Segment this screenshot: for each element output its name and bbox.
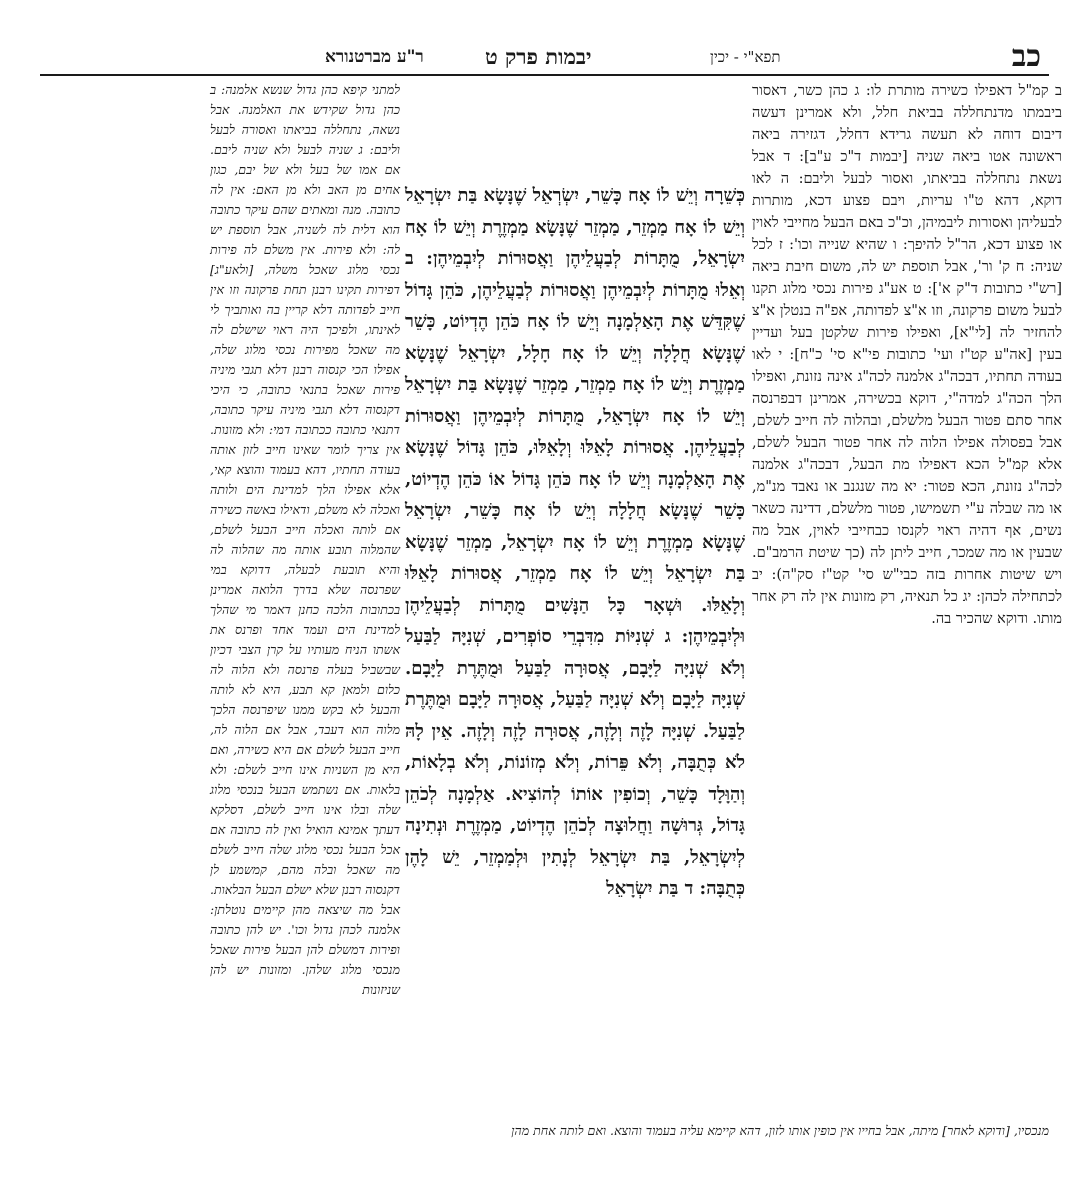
- mishnah-text-column: [405, 180, 745, 899]
- page-header: [40, 40, 1049, 76]
- running-head-bartenura: ר"ע מברטנורא: [325, 47, 424, 67]
- commentary-tiferet-column: [752, 80, 1062, 810]
- commentary-paragraph: למתני קיפא כהן גדול שנשא אלמנה: ב כהן גדול שקידש את האלמנה. אבל נשאה, נתחללה בביאתו ואסורה לבעל וליבם: ג שניה לבעל ולא שניה ליבם. אם אמו של בעל ולא של יבם, כגון אחים מן האב ולא מן האם: אין לה כתובה. מנה ומאתים שהם עיקר כתובה הוא דלית לה לשניה, אבל תוספת יש לה: ולא פירות. אין משלם לה פירות נכסי מלוג שאכל משלה, [ולאע"ג] דפירות תקינו רבנן תחת פרקונה וזו אין חייב לפדותה דלא קריין בה ואותביך לי לאינתו, ולפיכך היה ראוי שישלם לה מה שאכל מפירות נכסי מלוג שלה, אפילו הכי קנסוה רבנן דלא תגבי מיניה פירות שאכל בתנאי כתובה, כי היכי דקנסוה דלא תגבי מיניה עיקר כתובה, דתנאי כתובה ככתובה דמי: ולא מזונות. אין צריך לומר שאינו חייב לזון אותה בעודה תחתיו, דהא בעמוד והוצא קאי, אלא אפילו הלך למדינת הים ולותה ואכלה לא משלם, ודאילו באשה כשירה אם לותה ואכלה חייב הבעל לשלם, שהמלוה תובע אותה מה שהלוה לה והיא תובעת לבעלה, דדוקא במי שפרנסה שלא בדרך הלואה אמרינן בכתובות הלכה כחנן דאמר מי שהלך למדינת הים ועמד אחד ופרנס את אשתו הניח מעותיו על קרן הצבי דכיון שבשביל בעלה פרנסה ולא הלוה לה כלום ולמאן קא תבע, היא לא לותה והבעל לא בקש ממנו שיפרנסה הלכך מלוה הוא דעבד, אבל אם הלוה לה, חייב הבעל לשלם אם היא כשירה, ואם היא מן השניות אינו חייב לשלם: ולא בלאות. אם נשתמש הבעל בנכסי מלוג שלה ובלו אינו חייב לשלם, דסלקא דעתך אמינא הואיל ואין לה כתובה אם אכל הבעל נכסי מלוג שלה חייב לשלם מה שאכל ובלה מהם, קמשמע לן דקנסוה רבנן שלא ישלם הבעל הבלאות. אבל מה שיצאה מהן קיימים נוטלתן: אלמנה לכהן גדול וכו'. יש להן כתובה ופירות דמשלם להן הבעל פירות שאכל מנכסי מלוג שלהן. ומזונות יש להן שניזונות: [210, 82, 400, 997]
- commentary-bartenura-column: [210, 80, 400, 1010]
- commentary-paragraph: ב קמ"ל דאפילו כשירה מותרת לו: ג כהן כשר, דאסור ביבמתו מדנתחללה בביאת חלל, ולא אמרינן דעשה דיבום דוחה לא תעשה גרידא דחלל, דגזירה ביאה ראשונה אטו ביאה שניה [יבמות ד"כ ע"ב]: ד אבל נשאת נתחללה בביאתו, ואסור לבעל וליבם: ה לאו דוקא, דהא ט"ו עריות, ויבם פצוע דכא, מותרות לבעליהן ואסורות ליבמיהן, וכ"כ באם הבעל מחייבי לאוין או פצוע דכא, הר"ל להיפך: ו שהיא שנייה וכו': ז לכל שניה: ח ק' ור', אבל תוספת יש לה, משום חיבת ביאה [רש"י כתובות ד"ק א']: ט אע"ג פירות נכסי מלוג תקנו לבעל משום פרקונה, וזו א"צ לפדותה, אפ"ה בנטלן א"צ להחזיר לה [לי"א], ואפילו פירות שלקטן בעל ועדיין בעין [אה"ע קט"ז ועי' כתובות פי"א סי' כ"ח]: י לאו בעודה תחתיו, דבכה"ג אלמנה לכה"ג אינה נזונת, ואפילו הלך הכה"ג למדה"י, דוקא בכשירה, אמרינן דבפרנסה אחר סתם פטור הבעל מלשלם, ובהלוה לה חייב לשלם, אבל בפסולה אפילו הלוה לה אחר פטור הבעל לשלם, אלא קמ"ל הכא דאפילו מת הבעל, דבכה"ג אלמנה לכה"ג נזונת, הכא פטור: יא מה שנגנב או נאבד מנ"מ, או מה שבלה ע"י תשמישו, פטור מלשלם, דדינה כשאר נשים, אף דהיה ראוי לקנסו כבחייבי לאוין, אבל מה שבעין או מה שמכר, חייב ליתן לה (כך שיטת הרמב"ם. ויש שיטות אחרות בזה כבי"ש סי' קט"ז סק"ה): יב לכתחילה לכהן: יג כל תנאיה, רק מזונות אין לה רק אחר מותו. ודוקא שהכיר בה.: [752, 83, 1062, 627]
- running-head-tractate: יבמות פרק ט: [485, 44, 592, 69]
- header-divider: [40, 74, 1049, 76]
- running-head-tiferet: תפא"י - יכין: [710, 48, 781, 66]
- page-number: כב: [1011, 39, 1041, 74]
- mishnah-paragraph: כְּשֵׁרָה וְיֵשׁ לוֹ אָח כָּשֵׁר, יִשְׂרְאֵל שֶׁנָּשָׂא בַּת יִשְׂרָאֵל וְיֵשׁ לוֹ אָח מַמְזֵר, מַמְזֵר שֶׁנָּשָׂא מַמְזֶרֶת וְיֵשׁ לוֹ אָח יִשְׂרָאֵל, מֻתָּרוֹת לְבַעֲלֵיהֶן וַאֲסוּרוֹת לְיִבְמֵיהֶן: ב וְאֵלוּ מֻתָּרוֹת לְיִבְמֵיהֶן וַאֲסוּרוֹת לְבַעֲלֵיהֶן, כֹּהֵן גָּדוֹל שֶׁקִּדֵּשׁ אֶת הָאַלְמָנָה וְיֵשׁ לוֹ אָח כֹּהֵן הֶדְיוֹט, כָּשֵׁר שֶׁנָּשָׂא חֲלָלָה וְיֵשׁ לוֹ אָח חָלָל, יִשְׂרָאֵל שֶׁנָּשָׂא מַמְזֶרֶת וְיֵשׁ לוֹ אָח מַמְזֵר, מַמְזֵר שֶׁנָּשָׂא בַּת יִשְׂרָאֵל וְיֵשׁ לוֹ אָח יִשְׂרָאֵל, מֻתָּרוֹת לְיִבְמֵיהֶן וַאֲסוּרוֹת לְבַעֲלֵיהֶן. אֲסוּרוֹת לָאֵלּוּ וְלָאֵלּוּ, כֹּהֵן גָּדוֹל שֶׁנָּשָׂא אֶת הָאַלְמָנָה וְיֵשׁ לוֹ אָח כֹּהֵן גָּדוֹל אוֹ כֹּהֵן הֶדְיוֹט, כָּשֵׁר שֶׁנָּשָׂא חֲלָלָה וְיֵשׁ לוֹ אָח כָּשֵׁר, יִשְׂרָאֵל שֶׁנָּשָׂא מַמְזֶרֶת וְיֵשׁ לוֹ אָח יִשְׂרָאֵל, מַמְזֵר שֶׁנָּשָׂא בַּת יִשְׂרָאֵל וְיֵשׁ לוֹ אָח מַמְזֵר, אֲסוּרוֹת לָאֵלּוּ וְלָאֵלּוּ. וּשְׁאָר כָּל הַנָּשִׁים מֻתָּרוֹת לְבַעֲלֵיהֶן וּלְיִבְמֵיהֶן: ג שְׁנִיּוֹת מִדִּבְרֵי סוֹפְרִים, שְׁנִיָּה לַבַּעַל וְלֹא שְׁנִיָּה לַיָּבָם, אֲסוּרָה לַבַּעַל וּמֻתֶּרֶת לַיָּבָם. שְׁנִיָּה לַיָּבָם וְלֹא שְׁנִיָּה לַבַּעַל, אֲסוּרָה לַיָּבָם וּמֻתֶּרֶת לַבַּעַל. שְׁנִיָּה לָזֶה וְלָזֶה, אֲסוּרָה לָזֶה וְלָזֶה. אֵין לָהּ לֹא כְּתֻבָּה, וְלֹא פֵּרוֹת, וְלֹא מְזוֹנוֹת, וְלֹא בְלָאוֹת, וְהַוָּלָד כָּשֵׁר, וְכוֹפִין אוֹתוֹ לְהוֹצִיא. אַלְמָנָה לְכֹהֵן גָּדוֹל, גְּרוּשָׁה וַחֲלוּצָה לְכֹהֵן הֶדְיוֹט, מַמְזֶרֶת וּנְתִינָה לְיִשְׂרָאֵל, בַּת יִשְׂרָאֵל לְנָתִין וּלְמַמְזֵר, יֵשׁ לָהֶן כְּתֻבָּה: ד בַּת יִשְׂרָאֵל: [405, 185, 745, 899]
- footer-commentary-line: מנכסיו, [ודוקא לאחר] מיתה, אבל בחייו אין כופין אותו לזון, דהא קיימא עליה בעמוד והוצא. ואם לותה אחת מהן: [511, 1123, 1049, 1138]
